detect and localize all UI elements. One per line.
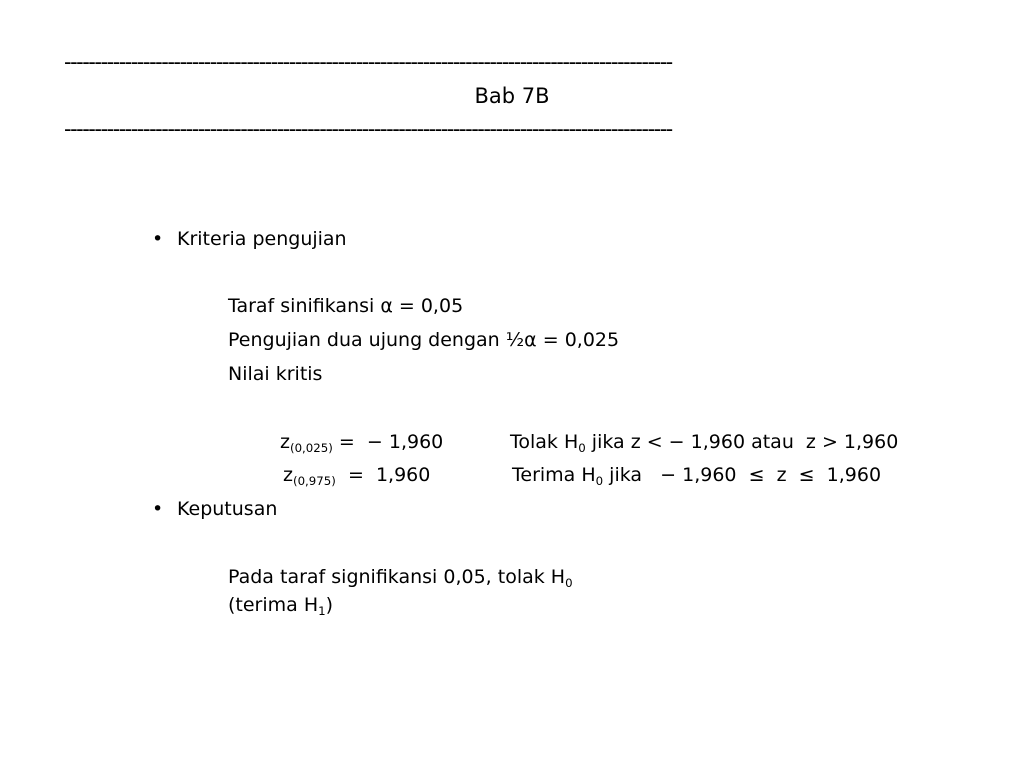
z-symbol: z	[283, 464, 293, 486]
accept-rule	[512, 464, 882, 489]
critical-value-heading: Nilai kritis	[228, 363, 323, 385]
header-rule-top: ----------------------------------------------------------------------------------------------------	[64, 52, 672, 73]
z-value: = − 1,960	[332, 431, 444, 453]
slide-title: Bab 7B	[474, 84, 550, 108]
z-symbol: z	[280, 431, 290, 453]
two-tailed-line: Pengujian dua ujung dengan ½α = 0,025	[228, 329, 620, 351]
bullet-marker: •	[152, 498, 164, 520]
h0-subscript: 0	[565, 576, 573, 591]
accept-condition: jika − 1,960 ≤ z ≤ 1,960	[603, 464, 882, 486]
reject-text: Tolak H	[510, 431, 579, 453]
decision-accept-line	[228, 594, 334, 619]
accept-text: Terima H	[512, 464, 596, 486]
decision-heading: Keputusan	[177, 498, 278, 520]
decision-line	[228, 566, 573, 591]
z-lower-critical	[280, 431, 444, 456]
significance-line: Taraf sinifikansi α = 0,05	[228, 295, 464, 317]
bullet-marker: •	[152, 228, 164, 250]
h0-subscript: 0	[578, 441, 586, 456]
z-subscript: (0,025)	[289, 441, 333, 456]
decision-accept-text: (terima H	[228, 594, 319, 616]
closing-paren: )	[325, 594, 334, 616]
decision-text: Pada taraf signifikansi 0,05, tolak H	[228, 566, 566, 588]
z-value: = 1,960	[335, 464, 431, 486]
z-upper-critical	[283, 464, 431, 489]
h1-subscript: 1	[318, 604, 326, 619]
criteria-heading: Kriteria pengujian	[177, 228, 347, 250]
h0-subscript: 0	[595, 474, 604, 489]
header-rule-bottom: ----------------------------------------------------------------------------------------------------	[64, 119, 672, 140]
reject-rule	[510, 431, 899, 456]
reject-condition: jika z < − 1,960 atau z > 1,960	[585, 431, 899, 453]
z-subscript: (0,975)	[292, 474, 336, 489]
